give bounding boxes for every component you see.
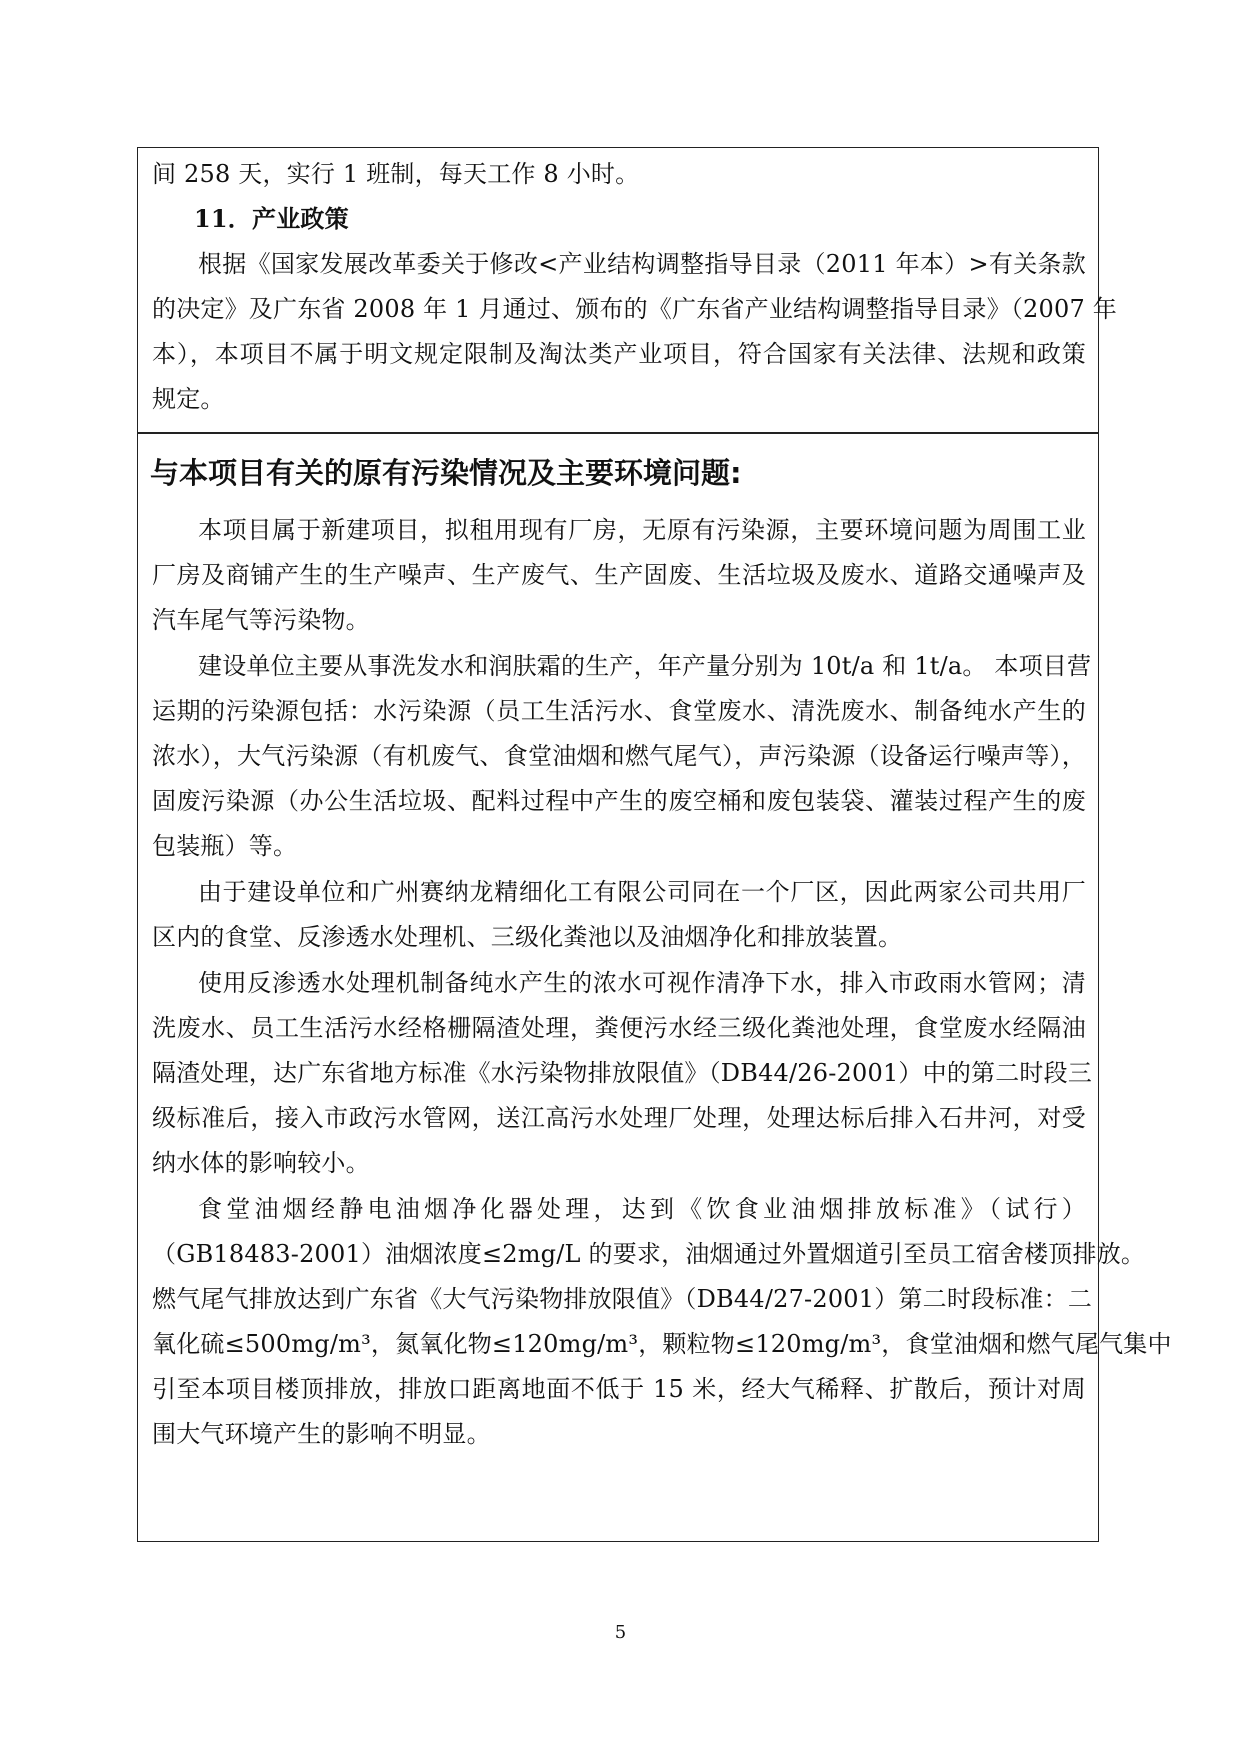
paragraph-line: 建设单位主要从事洗发水和润肤霜的生产，年产量分别为 10t/a 和 1t/a。 本项目营 <box>198 652 1092 680</box>
paragraph-line: 氧化硫≤500mg/m³，氮氧化物≤120mg/m³，颗粒物≤120mg/m³，食堂油烟和燃气尾气集中 <box>152 1330 1172 1358</box>
paragraph-line: 厂房及商铺产生的生产噪声、生产废气、生产固废、生活垃圾及废水、道路交通噪声及 <box>152 561 1086 589</box>
paragraph-line: 洗废水、员工生活污水经格栅隔渣处理，粪便污水经三级化粪池处理，食堂废水经隔油 <box>152 1014 1086 1042</box>
paragraph-line: 本项目属于新建项目，拟租用现有厂房，无原有污染源，主要环境问题为周围工业 <box>198 516 1086 544</box>
paragraph-line: 间 258 天，实行 1 班制，每天工作 8 小时。 <box>152 160 640 188</box>
paragraph-line: 汽车尾气等污染物。 <box>152 606 370 634</box>
paragraph-line: 浓水），大气污染源（有机废气、食堂油烟和燃气尾气），声污染源（设备运行噪声等）， <box>152 742 1086 770</box>
paragraph-line: 食堂油烟经静电油烟净化器处理，达到《饮食业油烟排放标准》（试行） <box>198 1195 1086 1223</box>
section-title: 与本项目有关的原有污染情况及主要环境问题: <box>150 456 742 490</box>
paragraph-line: 的决定》及广东省 2008 年 1 月通过、颁布的《广东省产业结构调整指导目录》（2007 年 <box>152 295 1117 323</box>
paragraph-line: 根据《国家发展改革委关于修改<产业结构调整指导目录（2011 年本）>有关条款 <box>198 250 1086 278</box>
paragraph-line: 使用反渗透水处理机制备纯水产生的浓水可视作清净下水，排入市政雨水管网；清 <box>198 969 1086 997</box>
paragraph-line: 燃气尾气排放达到广东省《大气污染物排放限值》（DB44/27-2001）第二时段标准：二 <box>152 1285 1093 1313</box>
paragraph-line: 规定。 <box>152 385 225 413</box>
paragraph-line: 运期的污染源包括：水污染源（员工生活污水、食堂废水、清洗废水、制备纯水产生的 <box>152 697 1086 725</box>
paragraph-line: 本），本项目不属于明文规定限制及淘汰类产业项目，符合国家有关法律、法规和政策 <box>152 340 1086 368</box>
paragraph-line: 引至本项目楼顶排放，排放口距离地面不低于 15 米，经大气稀释、扩散后，预计对周 <box>152 1375 1086 1403</box>
paragraph-line: 由于建设单位和广州赛纳龙精细化工有限公司同在一个厂区，因此两家公司共用厂 <box>198 878 1086 906</box>
paragraph-line: 区内的食堂、反渗透水处理机、三级化粪池以及油烟净化和排放装置。 <box>152 923 903 951</box>
pollution-issues-table-cell <box>137 432 1172 1542</box>
paragraph-line: 级标准后，接入市政污水管网，送江高污水处理厂处理，处理达标后排入石井河，对受 <box>152 1104 1086 1132</box>
paragraph-line: 围大气环境产生的影响不明显。 <box>152 1420 491 1448</box>
paragraph-line: 隔渣处理，达广东省地方标准《水污染物排放限值》（DB44/26-2001）中的第二时段三 <box>152 1059 1093 1087</box>
paragraph-line: 纳水体的影响较小。 <box>152 1149 370 1177</box>
paragraph-line: （GB18483-2001）油烟浓度≤2mg/L 的要求，油烟通过外置烟道引至员工宿舍楼顶排放。 <box>152 1240 1146 1268</box>
section-heading: 11．产业政策 <box>194 204 349 233</box>
page-number: 5 <box>614 1622 627 1643</box>
paragraph-line: 包装瓶）等。 <box>152 832 298 860</box>
project-info-table-cell <box>137 147 1117 434</box>
paragraph-line: 固废污染源（办公生活垃圾、配料过程中产生的废空桶和废包装袋、灌装过程产生的废 <box>152 787 1086 815</box>
